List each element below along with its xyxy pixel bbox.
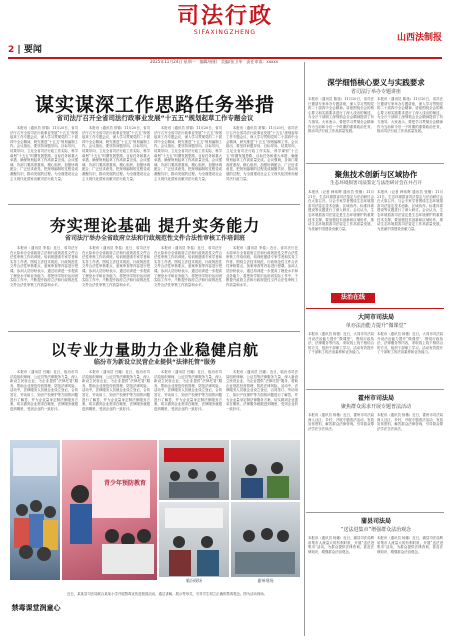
column-divider [304, 62, 305, 636]
article-1-subtitle: 省司法厅召开全省司法行政事业发展“十五五”规划起草工作专题会议 [56, 114, 254, 122]
right-article-1-subtitle: 省司法厅举办专题讲座 [350, 89, 401, 95]
right-article-3-subtitle: 单亦法治能力提升“微课堂” [345, 323, 407, 329]
article-3-subtitle: 临汾市为新设立民营企业提供“法律托管”服务 [94, 359, 216, 366]
right-article-1-title: 深学细悟核心要义与实践要求 [327, 78, 425, 87]
photo-linfen-3 [159, 502, 229, 577]
right-article-5-title: 蒲县司法局 [360, 518, 391, 525]
right-article-2-title: 聚焦技术创新与区域协作 [334, 170, 418, 179]
right-article-4-col-1: 本报讯（通讯员 杨楷）近日，霍州市司法局深入社区、乡村，开展专题普法活动，发放宣传资料，解答群众法律咨询，引导群众尊法学法守法用法。 [308, 413, 374, 431]
article-1-col-1: 本报讯（通讯员 常锦）11月20日，省司法厅召开全省司法行政事业发展“十五五”规划起草工作专题会议，深入学习贯彻党的二十届四中全会精神，研究推进“十五五”规划编制工作。会议指出，要坚持问题导向、目标导向、结果导向，立足全省司法行政工作实际，科学谋划“十五五”时期发展思路、目标任务和重大举措，确保规划起草工作高质量完成。会议强调，各部门要高度重视，精心组织，加强协调配合，广泛征求意见，把规划编制的过程变成凝聚共识、推动发展的过程，为全面建设社会主义现代化国家贡献司法行政力量。 [10, 126, 78, 181]
right-article-2-subtitle: 生态环境损害司法鉴定与法治研讨会在并召开 [330, 181, 422, 186]
divider [306, 308, 444, 309]
divider [306, 512, 444, 513]
right-article-5-col-2: 本报讯（通讯员 杨娜）近日，蒲县司法局利用集市人流量大的有利时机，开展“送法进集市”活动，为群众提供法律咨询，普及法律知识，增强群众法治观念。 [377, 536, 443, 554]
article-2-col-2: 本报讯（通讯员 李卷）近日，省司法厅在太原举办全省政府立法和行政规范性文件合法性审核工作培训班。培训班邀请专家学者和实务工作者，围绕立法技术规范、行政规范性文件合法性审核要点、备案审查等内容进行授课。参训人员纷纷表示，通过培训进一步提高了理论水平和业务能力，将把所学知识运用到实际工作中，不断提升政府立法和行政规范性文件合法性审核工作质量和水平。 [82, 246, 150, 287]
divider [306, 163, 444, 164]
article-1-col-3: 本报讯（通讯员 常锦）11月20日，省司法厅召开全省司法行政事业发展“十五五”规划起草工作专题会议，深入学习贯彻党的二十届四中全会精神，研究推进“十五五”规划编制工作。会议指出，要坚持问题导向、目标导向、结果导向，立足全省司法行政工作实际，科学谋划“十五五”时期发展思路、目标任务和重大举措，确保规划起草工作高质量完成。会议强调，各部门要高度重视，精心组织，加强协调配合，广泛征求意见，把规划编制的过程变成凝聚共识、推动发展的过程，为全面建设社会主义现代化国家贡献司法行政力量。 [154, 126, 222, 181]
article-1-col-4: 本报讯（通讯员 常锦）11月20日，省司法厅召开全省司法行政事业发展“十五五”规划起草工作专题会议，深入学习贯彻党的二十届四中全会精神，研究推进“十五五”规划编制工作。会议指出，要坚持问题导向、目标导向、结果导向，立足全省司法行政工作实际，科学谋划“十五五”时期发展思路、目标任务和重大举措，确保规划起草工作高质量完成。会议强调，各部门要高度重视，精心组织，加强协调配合，广泛征求意见，把规划编制的过程变成凝聚共识、推动发展的过程，为全面建设社会主义现代化国家贡献司法行政力量。 [226, 126, 298, 181]
photo-huozhou [231, 502, 300, 577]
photo-caption-1: 青少年预防教育 [103, 480, 146, 487]
right-article-1-col-2: 本报讯（通讯员 陈逸）11月20日，省司法厅邀请专家举办专题讲座，深入学习贯彻党的二十届四中全会精神。讲座围绕全会的核心要义和实践要求进行了深入浅出的阐述，为全厅干部职工深刻领会全会精神提供了有力指导。大家表示，要把学习贯彻全会精神作为当前和今后一个时期的重要政治任务，推动司法行政工作高质量发展。 [377, 97, 443, 134]
right-article-3-col-1: 本报讯（通讯员 杨蕾）近日，大同市司法局开设法治能力提升“微课堂”，围绕行政执法、法律服务等内容，采取线上线下相结合的方式，组织干部职工学习。活动有效提升了干部职工的法治素养和业务能力。 [308, 332, 374, 355]
right-article-5-col-1: 本报讯（通讯员 杨娜）近日，蒲县司法局利用集市人流量大的有利时机，开展“送法进集市”活动，为群众提供法律咨询，普及法律知识，增强群众法治观念。 [308, 536, 374, 554]
photo-caption-2: 临汾现场 [186, 578, 202, 583]
right-article-4-title: 霍州市司法局 [357, 395, 394, 402]
article-3-title: 以专业力量助力企业稳健启航 [50, 341, 259, 359]
article-3-col-2: 本报讯（通讯员 吕娜）近日，临汾市司法局组织律师、公证员等法律服务力量，深入新设立民营企业，为企业提供“法律托管”服务，帮助企业规范经营管理，防范法律风险。活动中，法律服务人员就企业设立登记、合同签订、劳动用工、知识产权保护等方面的问题进行了解答，并为企业量身定制法律服务方案，切实做到企业需求在哪里，法律服务就跟进到哪里，受到企业的一致好评。 [82, 370, 150, 411]
caption-text: 近日，某某县司法局联合某某小学开展禁毒宣传进校园活动，通过讲解、展示等形式，引导学生树立正确的禁毒观念。图为活动现场。 [67, 592, 268, 596]
right-article-2-col-2: 本报讯（记者 韩伟辉 通讯员 张楷）11月21日，生态环境损害司法鉴定与法治研讨会在太原召开。与会专家学者围绕生态环境损害司法鉴定技术创新、区域协作、标准体系建设等议题进行了深入研讨。会议认为，生态环境损害司法鉴定是生态环境保护的重要技术支撑，要加强技术创新和区域协作，推动生态环境损害司法鉴定工作高质量发展，为美丽中国建设贡献力量。 [377, 190, 443, 231]
photo-caption-3: 霍州现场 [257, 578, 274, 583]
right-article-3-col-2: 本报讯（通讯员 杨蕾）近日，大同市司法局开设法治能力提升“微课堂”，围绕行政执法、法律服务等内容，采取线上线下相结合的方式，组织干部职工学习。活动有效提升了干部职工的法治素养和业务能力。 [377, 332, 443, 355]
photo-linfen-1 [159, 440, 229, 500]
page-number: 2 [8, 45, 15, 55]
article-2-subtitle: 省司法厅举办全省政府立法和行政规范性文件合法性审核工作培训班 [64, 235, 245, 242]
right-article-4-subtitle: 聚焦群众需求开展专题普法活动 [340, 404, 411, 410]
section-name: 要闻 [23, 45, 42, 55]
masthead-subtitle: SIFAXINGZHENG [193, 29, 257, 36]
page-label: 2 | 要闻 [8, 45, 42, 55]
masthead-title: 司法行政 [176, 4, 273, 29]
caption-title: 禁毒课堂润童心 [11, 604, 61, 612]
article-3-col-4: 本报讯（通讯员 吕娜）近日，临汾市司法局组织律师、公证员等法律服务力量，深入新设立民营企业，为企业提供“法律托管”服务，帮助企业规范经营管理，防范法律风险。活动中，法律服务人员就企业设立登记、合同签订、劳动用工、知识产权保护等方面的问题进行了解答，并为企业量身定制法律服务方案，切实做到企业需求在哪里，法律服务就跟进到哪里，受到企业的一致好评。 [226, 370, 298, 411]
right-article-5-subtitle: “送法进集市”增强群众法治观念 [340, 527, 412, 533]
article-2-title: 夯实理论基础 提升实务能力 [49, 216, 261, 235]
article-1-title: 谋实谋深工作思路任务举措 [34, 94, 275, 116]
article-2-col-3: 本报讯（通讯员 李卷）近日，省司法厅在太原举办全省政府立法和行政规范性文件合法性审核工作培训班。培训班邀请专家学者和实务工作者，围绕立法技术规范、行政规范性文件合法性审核要点、备案审查等内容进行授课。参训人员纷纷表示，通过培训进一步提高了理论水平和业务能力，将把所学知识运用到实际工作中，不断提升政府立法和行政规范性文件合法性审核工作质量和水平。 [154, 246, 222, 287]
article-2-col-1: 本报讯（通讯员 李卷）近日，省司法厅在太原举办全省政府立法和行政规范性文件合法性审核工作培训班。培训班邀请专家学者和实务工作者，围绕立法技术规范、行政规范性文件合法性审核要点、备案审查等内容进行授课。参训人员纷纷表示，通过培训进一步提高了理论水平和业务能力，将把所学知识运用到实际工作中，不断提升政府立法和行政规范性文件合法性审核工作质量和水平。 [10, 246, 78, 287]
article-2-col-4: 本报讯（通讯员 李卷）近日，省司法厅在太原举办全省政府立法和行政规范性文件合法性审核工作培训班。培训班邀请专家学者和实务工作者，围绕立法技术规范、行政规范性文件合法性审核要点、备案审查等内容进行授课。参训人员纷纷表示，通过培训进一步提高了理论水平和业务能力，将把所学知识运用到实际工作中，不断提升政府立法和行政规范性文件合法性审核工作质量和水平。 [226, 246, 298, 287]
newspaper-logo: 山西法制报 [396, 33, 442, 43]
divider [8, 204, 300, 205]
section-badge: 法治在线 [331, 293, 375, 303]
photo-children-class [10, 440, 60, 580]
right-article-2-col-1: 本报讯（记者 韩伟辉 通讯员 张楷）11月21日，生态环境损害司法鉴定与法治研讨会在太原召开。与会专家学者围绕生态环境损害司法鉴定技术创新、区域协作、标准体系建设等议题进行了深入研讨。会议认为，生态环境损害司法鉴定是生态环境保护的重要技术支撑，要加强技术创新和区域协作，推动生态环境损害司法鉴定工作高质量发展，为美丽中国建设贡献力量。 [308, 190, 374, 231]
divider [8, 331, 300, 332]
masthead [8, 4, 442, 43]
article-3-col-1: 本报讯（通讯员 吕娜）近日，临汾市司法局组织律师、公证员等法律服务力量，深入新设立民营企业，为企业提供“法律托管”服务，帮助企业规范经营管理，防范法律风险。活动中，法律服务人员就企业设立登记、合同签订、劳动用工、知识产权保护等方面的问题进行了解答，并为企业量身定制法律服务方案，切实做到企业需求在哪里，法律服务就跟进到哪里，受到企业的一致好评。 [10, 370, 78, 411]
divider [306, 389, 444, 390]
right-article-3-title: 大同市司法局 [357, 314, 394, 321]
photo-linfen-2 [231, 440, 300, 500]
article-3-col-3: 本报讯（通讯员 吕娜）近日，临汾市司法局组织律师、公证员等法律服务力量，深入新设立民营企业，为企业提供“法律托管”服务，帮助企业规范经营管理，防范法律风险。活动中，法律服务人员就企业设立登记、合同签订、劳动用工、知识产权保护等方面的问题进行了解答，并为企业量身定制法律服务方案，切实做到企业需求在哪里，法律服务就跟进到哪里，受到企业的一致好评。 [154, 370, 222, 411]
article-1-col-2: 本报讯（通讯员 常锦）11月20日，省司法厅召开全省司法行政事业发展“十五五”规划起草工作专题会议，深入学习贯彻党的二十届四中全会精神，研究推进“十五五”规划编制工作。会议指出，要坚持问题导向、目标导向、结果导向，立足全省司法行政工作实际，科学谋划“十五五”时期发展思路、目标任务和重大举措，确保规划起草工作高质量完成。会议强调，各部门要高度重视，精心组织，加强协调配合，广泛征求意见，把规划编制的过程变成凝聚共识、推动发展的过程，为全面建设社会主义现代化国家贡献司法行政力量。 [82, 126, 150, 181]
right-article-1-col-1: 本报讯（通讯员 陈逸）11月20日，省司法厅邀请专家举办专题讲座，深入学习贯彻党的二十届四中全会精神。讲座围绕全会的核心要义和实践要求进行了深入浅出的阐述，为全厅干部职工深刻领会全会精神提供了有力指导。大家表示，要把学习贯彻全会精神作为当前和今后一个时期的重要政治任务，推动司法行政工作高质量发展。 [308, 97, 374, 134]
dateline: 2025年11月24日 星期一 编辑/崔阳 美编/张卫华 责任审读：xxxxx [150, 59, 279, 64]
photo-youth-prevention [62, 440, 157, 580]
right-article-4-col-2: 本报讯（通讯员 杨楷）近日，霍州市司法局深入社区、乡村，开展专题普法活动，发放宣传资料，解答群众法律咨询，引导群众尊法学法守法用法。 [377, 413, 443, 431]
